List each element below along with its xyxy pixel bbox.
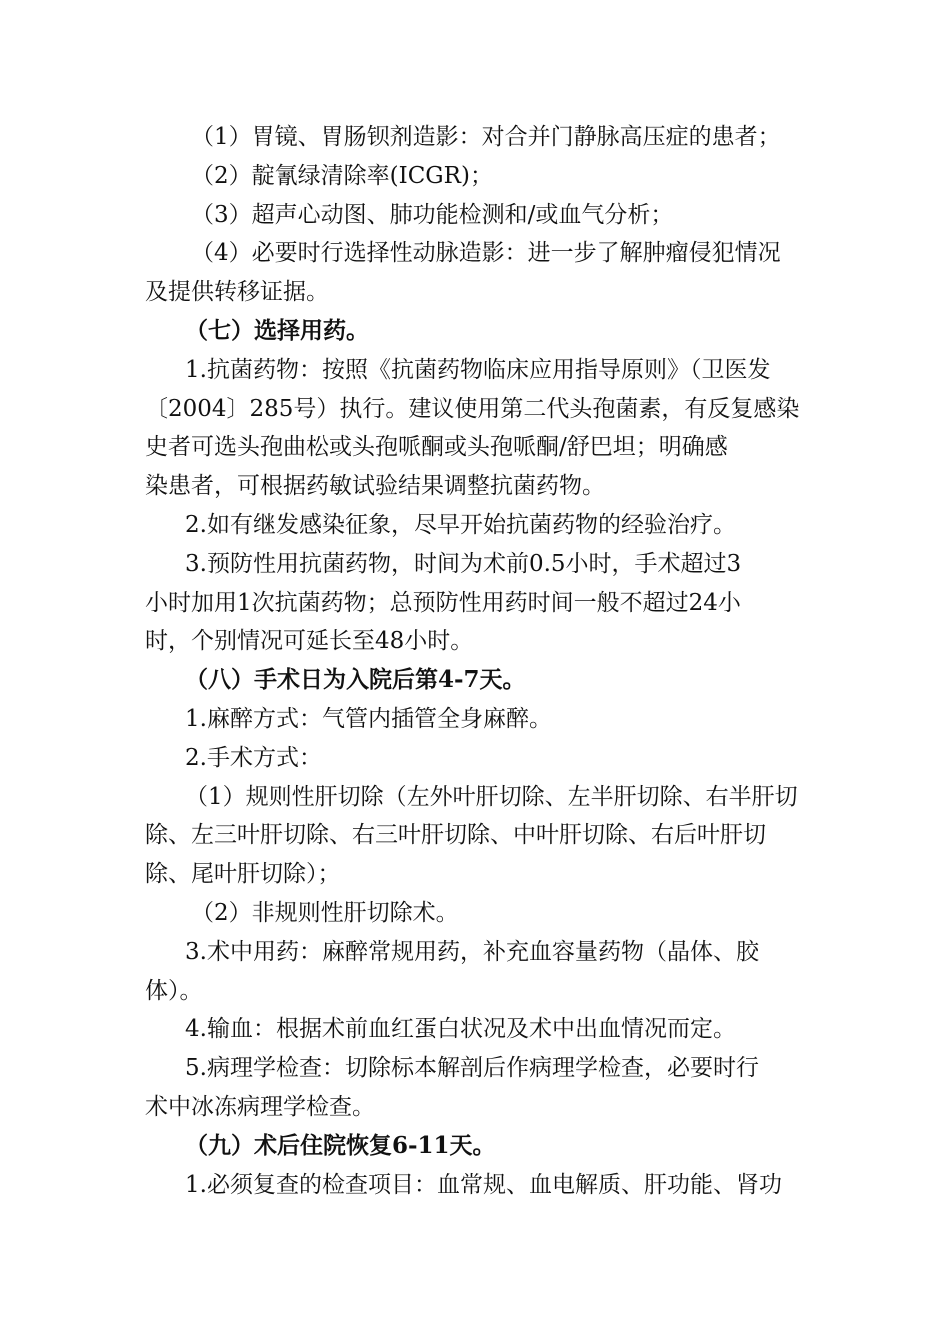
document-page [145,118,810,1204]
text-line: 5.病理学检查：切除标本解剖后作病理学检查，必要时行 [185,1055,759,1082]
text-line: （1）胃镜、胃肠钡剂造影：对合并门静脉高压症的患者； [191,124,781,150]
text-line: 3.预防性用抗菌药物，时间为术前0.5小时，手术超过3 [185,550,742,577]
text-line: 及提供转移证据。 [145,279,329,306]
text-line: 术中冰冻病理学检查。 [145,1093,375,1120]
text-line: 史者可选头孢曲松或头孢哌酮或头孢哌酮/舒巴坦；明确感 [145,434,728,461]
text-line: 1.抗菌药物：按照《抗菌药物临床应用指导原则》（卫医发 [185,356,771,383]
text-line: 小时加用1次抗菌药物；总预防性用药时间一般不超过24小 [145,589,741,616]
text-line: （3）超声心动图、肺功能检测和/或血气分析； [191,201,674,228]
text-line: 2.如有继发感染征象，尽早开始抗菌药物的经验治疗。 [185,511,736,538]
text-line: （2）靛氰绿清除率(ICGR)； [191,162,493,189]
text-line: 4.输血：根据术前血红蛋白状况及术中出血情况而定。 [185,1016,736,1043]
section-heading: （七）选择用药。 [185,316,369,344]
text-line: （2）非规则性肝切除术。 [191,899,459,926]
text-line: 1.麻醉方式：气管内插管全身麻醉。 [185,705,552,732]
text-line: 染患者，可根据药敏试验结果调整抗菌药物。 [145,473,605,500]
text-line: 2.手术方式： [185,744,322,771]
text-line: 除、左三叶肝切除、右三叶肝切除、中叶肝切除、右后叶肝切 [145,822,766,849]
text-line: 时，个别情况可延长至48小时。 [145,628,474,655]
text-line: 体）。 [145,977,203,1004]
text-line: 3.术中用药：麻醉常规用药，补充血容量药物（晶体、胶 [185,938,759,965]
section-heading: （八）手术日为入院后第4-7天。 [185,666,526,694]
text-line: 〔2004〕285号）执行。建议使用第二代头孢菌素，有反复感染 [145,395,800,422]
text-line: 除、尾叶肝切除）； [145,861,341,888]
text-line: （4）必要时行选择性动脉造影：进一步了解肿瘤侵犯情况 [191,240,781,267]
text-line: 1.必须复查的检查项目：血常规、血电解质、肝功能、肾功 [185,1171,782,1198]
text-line: （1）规则性肝切除（左外叶肝切除、左半肝切除、右半肝切 [185,783,798,810]
section-heading: （九）术后住院恢复6-11天。 [185,1131,496,1159]
